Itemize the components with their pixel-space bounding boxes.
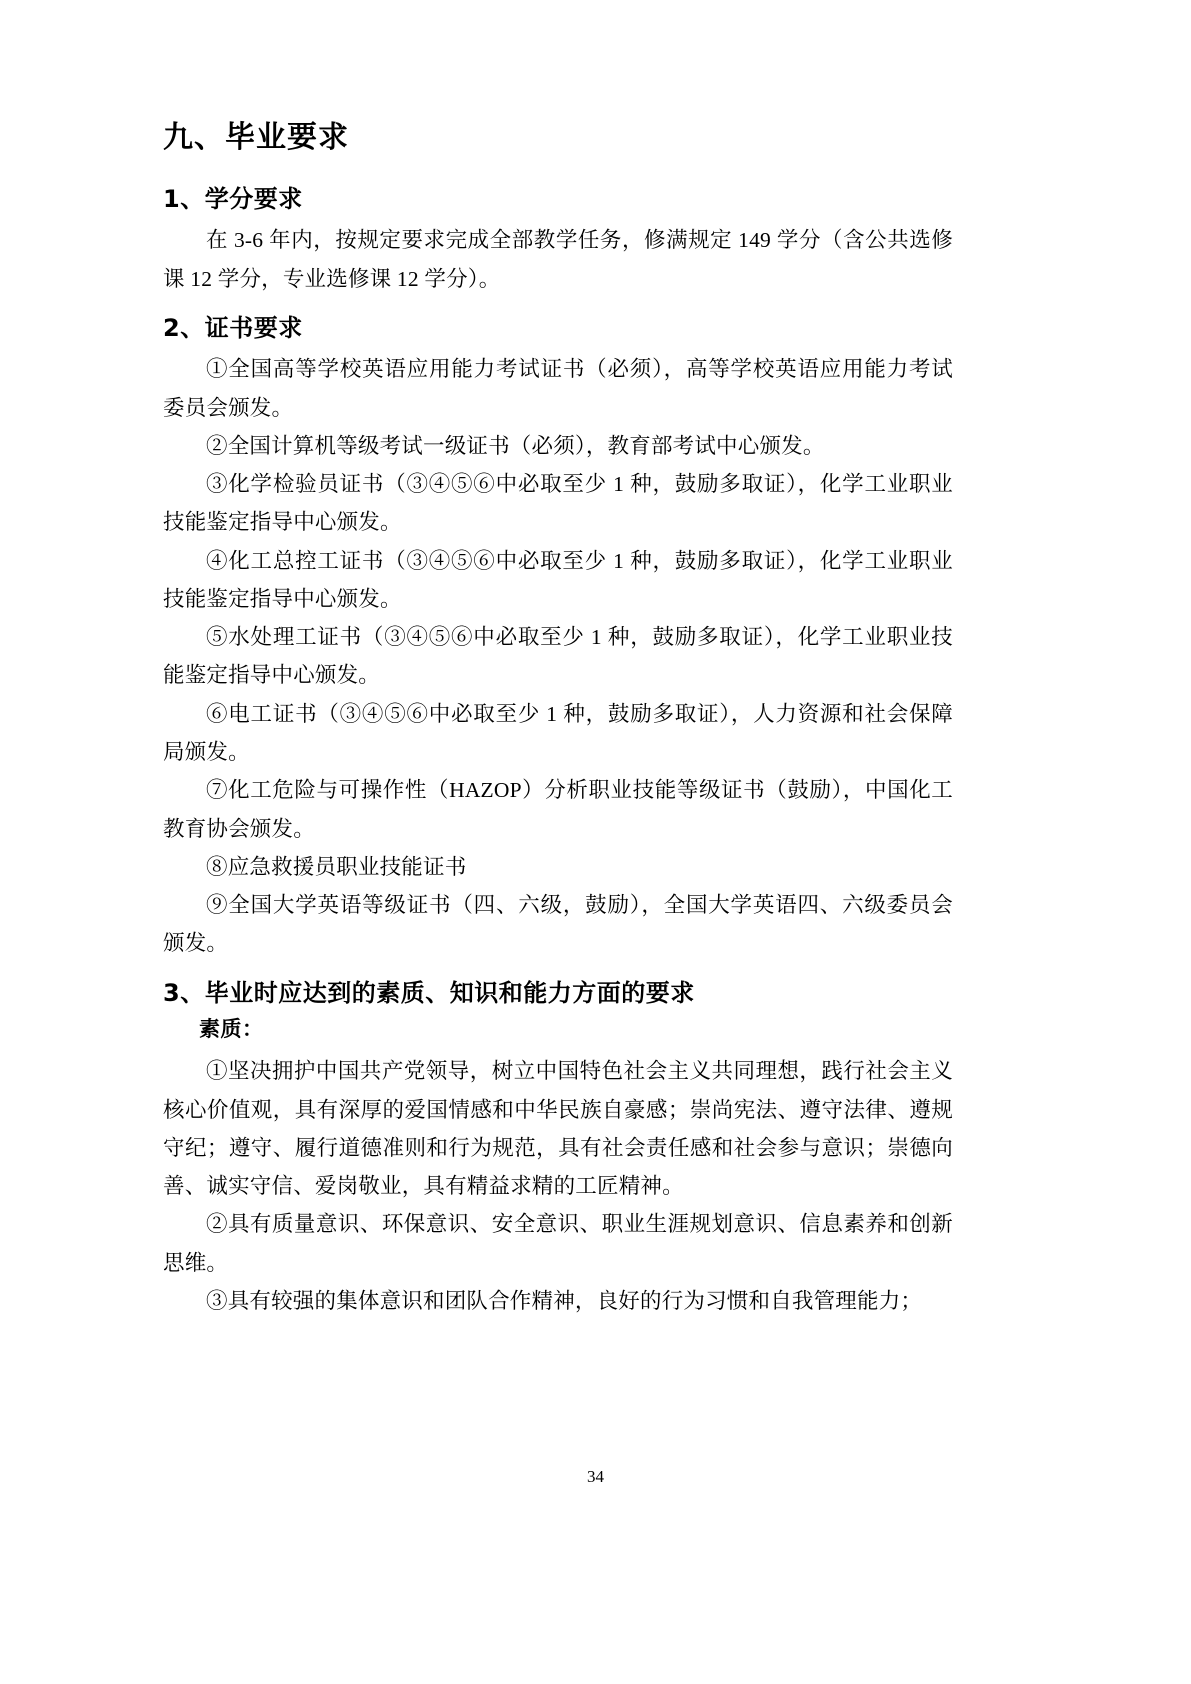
page-number: 34 — [587, 1467, 604, 1486]
page-content — [163, 118, 953, 1326]
paragraph: ⑨全国大学英语等级证书（四、六级，鼓励），全国大学英语四、六级委员会颁发。 — [163, 893, 953, 956]
minor-heading-quality: 素质： — [199, 1016, 264, 1041]
paragraph: ③具有较强的集体意识和团队合作精神，良好的行为习惯和自我管理能力； — [206, 1288, 923, 1313]
paragraph: ④化工总控工证书（③④⑤⑥中必取至少 1 种，鼓励多取证），化学工业职业技能鉴定指导中心颁发。 — [163, 548, 953, 611]
paragraph: ①坚决拥护中国共产党领导，树立中国特色社会主义共同理想，践行社会主义核心价值观，具有深厚的爱国情感和中华民族自豪感；崇尚宪法、遵守法律、遵规守纪；遵守、履行道德准则和行为规范，具有社会责任感和社会参与意识；崇德向善、诚实守信、爱岗敬业，具有精益求精的工匠精神。 — [163, 1059, 953, 1199]
paragraph: ②全国计算机等级考试一级证书（必须），教育部考试中心颁发。 — [206, 433, 825, 458]
subsection-certificate-requirements — [163, 312, 953, 963]
page-title: 九、毕业要求 — [163, 120, 349, 155]
subsection-heading-certificates: 2、证书要求 — [163, 313, 303, 342]
paragraph: ①全国高等学校英语应用能力考试证书（必须），高等学校英语应用能力考试委员会颁发。 — [163, 357, 953, 420]
paragraph: ⑦化工危险与可操作性（HAZOP）分析职业技能等级证书（鼓励），中国化工教育协会颁发。 — [163, 778, 953, 841]
paragraph: ⑥电工证书（③④⑤⑥中必取至少 1 种，鼓励多取证），人力资源和社会保障局颁发。 — [163, 701, 953, 764]
paragraph: ②具有质量意识、环保意识、安全意识、职业生涯规划意识、信息素养和创新思维。 — [163, 1212, 953, 1275]
subsection-heading-quality-knowledge-ability: 3、毕业时应达到的素质、知识和能力方面的要求 — [163, 978, 695, 1007]
subsection-heading-credits: 1、学分要求 — [163, 185, 303, 213]
subsection-credit-requirements — [163, 183, 953, 298]
paragraph: ③化学检验员证书（③④⑤⑥中必取至少 1 种，鼓励多取证），化学工业职业技能鉴定指导中心颁发。 — [163, 472, 953, 535]
paragraph: ⑧应急救援员职业技能证书 — [206, 854, 467, 879]
subsection-graduation-requirements — [163, 977, 953, 1321]
paragraph: 在 3-6 年内，按规定要求完成全部教学任务，修满规定 149 学分（含公共选修课 12 学分，专业选修课 12 学分）。 — [163, 228, 953, 291]
paragraph: ⑤水处理工证书（③④⑤⑥中必取至少 1 种，鼓励多取证），化学工业职业技能鉴定指导中心颁发。 — [163, 625, 953, 688]
